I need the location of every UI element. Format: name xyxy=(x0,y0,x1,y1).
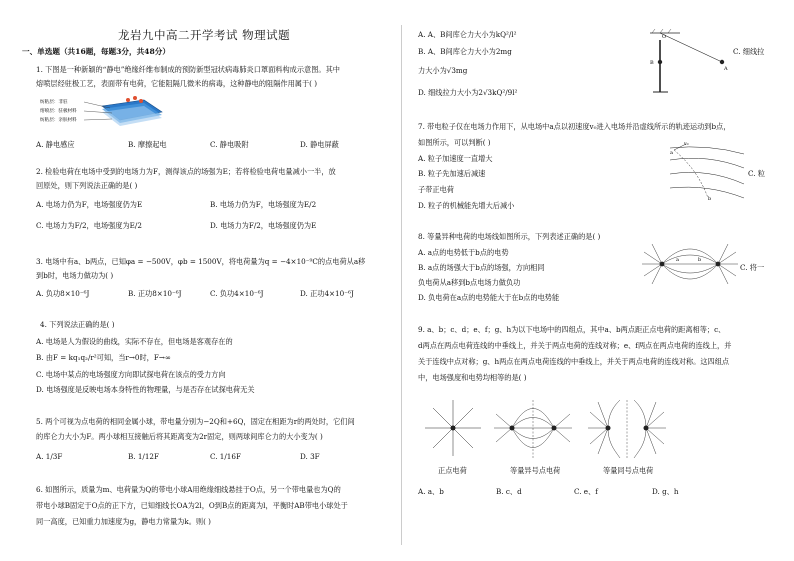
q7-line-1: 7. 带电粒子仅在电场力作用下，从电场中a点以初速度v₀进入电场并沿虚线所示的轨迹运动到b点， xyxy=(418,122,731,131)
q6-option-a: A. A、B间库仑力大小为kQ²/l² xyxy=(418,30,517,39)
q9-option-b: B. c、d xyxy=(496,487,522,496)
page-title: 龙岩九中高二开学考试 物理试题 xyxy=(118,28,291,42)
fig-label-1: 纺粘层：非驻 xyxy=(40,100,68,105)
q7-option-a: A. 粒子加速度一直增大 xyxy=(418,154,493,163)
q2-option-b: B. 电场力仍为F，电场强度为E/2 xyxy=(210,200,317,209)
q7-option-d: D. 粒子的机械能先增大后减小 xyxy=(418,201,515,210)
q4-option-c: C. 电场中某点的电场强度方向即试探电荷在该点的受力方向 xyxy=(36,370,226,379)
q1-option-d: D. 静电屏蔽 xyxy=(300,140,339,149)
q9-caption-positive: 正点电荷 xyxy=(438,466,467,475)
q6-option-b: B. A、B间库仑力大小为2mg xyxy=(418,47,512,56)
q6-pendulum-figure xyxy=(640,28,732,96)
q2-option-a: A. 电场力仍为F，电场强度仍为E xyxy=(36,200,143,209)
q6-label-o: O xyxy=(662,34,667,40)
q1-option-b: B. 摩擦起电 xyxy=(128,140,167,149)
column-divider xyxy=(401,25,402,545)
q5-option-c: C. 1/16F xyxy=(210,452,241,461)
q8-label-b: b xyxy=(698,257,702,263)
q9-like-charges-figure xyxy=(586,398,668,462)
q1-option-c: C. 静电吸附 xyxy=(210,140,249,149)
q9-positive-charge-figure xyxy=(418,398,488,462)
q8-option-c-cont: 负电荷从a移到b点电场力做负功 xyxy=(418,278,521,287)
q9-line-4: 中，电场强度和电势均相等的是( ) xyxy=(418,373,527,382)
q6-line-3: 同一高度，已知重力加速度为g，静电力常量为k。则( ) xyxy=(36,517,211,526)
q2-line-2: 回原处，则下列说法正确的是( ) xyxy=(36,181,138,190)
q7-option-c-cont: 子带正电荷 xyxy=(418,185,454,194)
q4-line-1: 4. 下列说法正确的是( ) xyxy=(40,320,115,329)
q3-option-c: C. 负功4×10⁻⁶J xyxy=(210,289,264,298)
q7-option-c: C. 粒 xyxy=(748,169,765,178)
q6-option-c-cont: 力大小为√3mg xyxy=(418,66,468,75)
q5-option-d: D. 3F xyxy=(300,452,320,461)
q4-option-b: B. 由F = kq₁q₂/r²可知，当r→0时，F→∞ xyxy=(36,353,171,362)
q9-option-d: D. g、h xyxy=(652,487,679,496)
q2-line-1: 2. 检验电荷在电场中受到的电场力为F，测得该点的场强为E；若将检验电荷电量减小一半，放 xyxy=(36,167,336,176)
q4-option-d: D. 电场强度是反映电场本身特性的物理量，与是否存在试探电荷无关 xyxy=(36,385,255,394)
q8-option-c: C. 将一 xyxy=(740,263,765,272)
q8-dipole-figure xyxy=(640,240,740,288)
q8-option-b: B. a点的场强大于b点的场强，方向相同 xyxy=(418,263,545,272)
q9-line-1: 9. a、b；c、d；e、f；g、h为以下电场中的四组点，其中a、b两点距正点电荷的距离相等；c、 xyxy=(418,325,726,334)
q3-line-2: 到b时，电场力做功为( ) xyxy=(36,271,114,280)
q3-option-b: B. 正功8×10⁻⁶J xyxy=(128,289,182,298)
q8-option-d: D. 负电荷在a点的电势能大于在b点的电势能 xyxy=(418,293,560,302)
q8-line-1: 8. 等量异种电荷的电场线如图所示，下列表述正确的是( ) xyxy=(418,232,601,241)
q9-option-a: A. a、b xyxy=(418,487,444,496)
q9-line-3: 关于连线中点对称；g、h两点在两点电荷连线的中垂线上，并关于两点电荷的连线对称。这四组点 xyxy=(418,357,730,366)
q5-option-b: B. 1/12F xyxy=(128,452,159,461)
q1-line-2: 熔喷层经驻极工艺，表面带有电荷，它能阻隔几微米的病毒，这种静电的阻隔作用属于( ) xyxy=(36,79,318,88)
mask-layers-figure xyxy=(40,94,170,130)
q6-line-1: 6. 如图所示，质量为m、电荷量为Q的带电小球A用绝缘细线悬挂于O点，另一个带电量也为Q的 xyxy=(36,485,341,494)
q7-label-a: a xyxy=(670,150,673,156)
q5-line-2: 的库仑力大小为F。两小球相互接触后将其距离变为2r固定，则两球间库仑力的大小变为( ) xyxy=(36,432,323,441)
q8-option-a: A. a点的电势低于b点的电势 xyxy=(418,248,509,257)
q7-label-b: b xyxy=(708,196,712,202)
section-heading: 一、单选题（共16题，每题3分，共48分） xyxy=(22,47,170,56)
q3-option-d: D. 正功4×10⁻⁶J xyxy=(300,289,354,298)
fig-label-2: 熔喷层：驻极材料 xyxy=(40,109,77,114)
q7-label-v0: v₀ xyxy=(684,142,689,147)
q6-line-2: 带电小球B固定于O点的正下方，已知细线长OA为2l，O到B点的距离为l，平衡时AB带电小球处于 xyxy=(36,501,348,510)
q9-caption-like: 等量同号点电荷 xyxy=(603,466,654,475)
q1-line-1: 1. 下图是一种新颖的“静电”绝缘纤维布制成的预防新型冠状病毒肺炎口罩面料构成示意图。其中 xyxy=(36,65,340,74)
q7-line-2: 如图所示，可以判断( ) xyxy=(418,138,491,147)
q9-option-c: C. e、f xyxy=(574,487,598,496)
q2-option-c: C. 电场力为F/2，电场强度为E/2 xyxy=(36,221,142,230)
q7-field-figure xyxy=(668,140,746,202)
q3-line-1: 3. 电场中有a、b两点，已知φa = −500V，φb = 1500V，将电荷量为q = −4×10⁻⁹C的点电荷从a移 xyxy=(36,257,366,266)
q6-label-b: B xyxy=(650,60,654,66)
q8-label-a: a xyxy=(676,257,679,263)
q6-option-d: D. 细线拉力大小为2√3kQ²/9l² xyxy=(418,88,518,97)
q4-option-a: A. 电场是人为假设的曲线，实际不存在，但电场是客观存在的 xyxy=(36,337,233,346)
q2-option-d: D. 电场力为F/2，电场强度仍为E xyxy=(210,221,317,230)
q7-option-b: B. 粒子先加速后减速 xyxy=(418,169,486,178)
q3-option-a: A. 负功8×10⁻⁶J xyxy=(36,289,90,298)
q6-label-a: A xyxy=(724,66,728,72)
q5-option-a: A. 1/3F xyxy=(36,452,63,461)
q5-line-1: 5. 两个可视为点电荷的相同金属小球，带电量分别为−2Q和+6Q，固定在相距为r的两处时，它们间 xyxy=(36,417,355,426)
q9-line-2: d两点在两点电荷连线的中垂线上，并关于两点电荷的连线对称；e、f两点在两点电荷的连线上，并 xyxy=(418,341,732,350)
q9-opposite-charges-figure xyxy=(492,398,574,462)
q6-option-c: C. 细线拉 xyxy=(733,47,765,56)
fig-label-3: 纺粘层：亲肤材料 xyxy=(40,118,77,123)
q1-option-a: A. 静电感应 xyxy=(36,140,75,149)
q9-caption-opposite: 等量异号点电荷 xyxy=(510,466,561,475)
